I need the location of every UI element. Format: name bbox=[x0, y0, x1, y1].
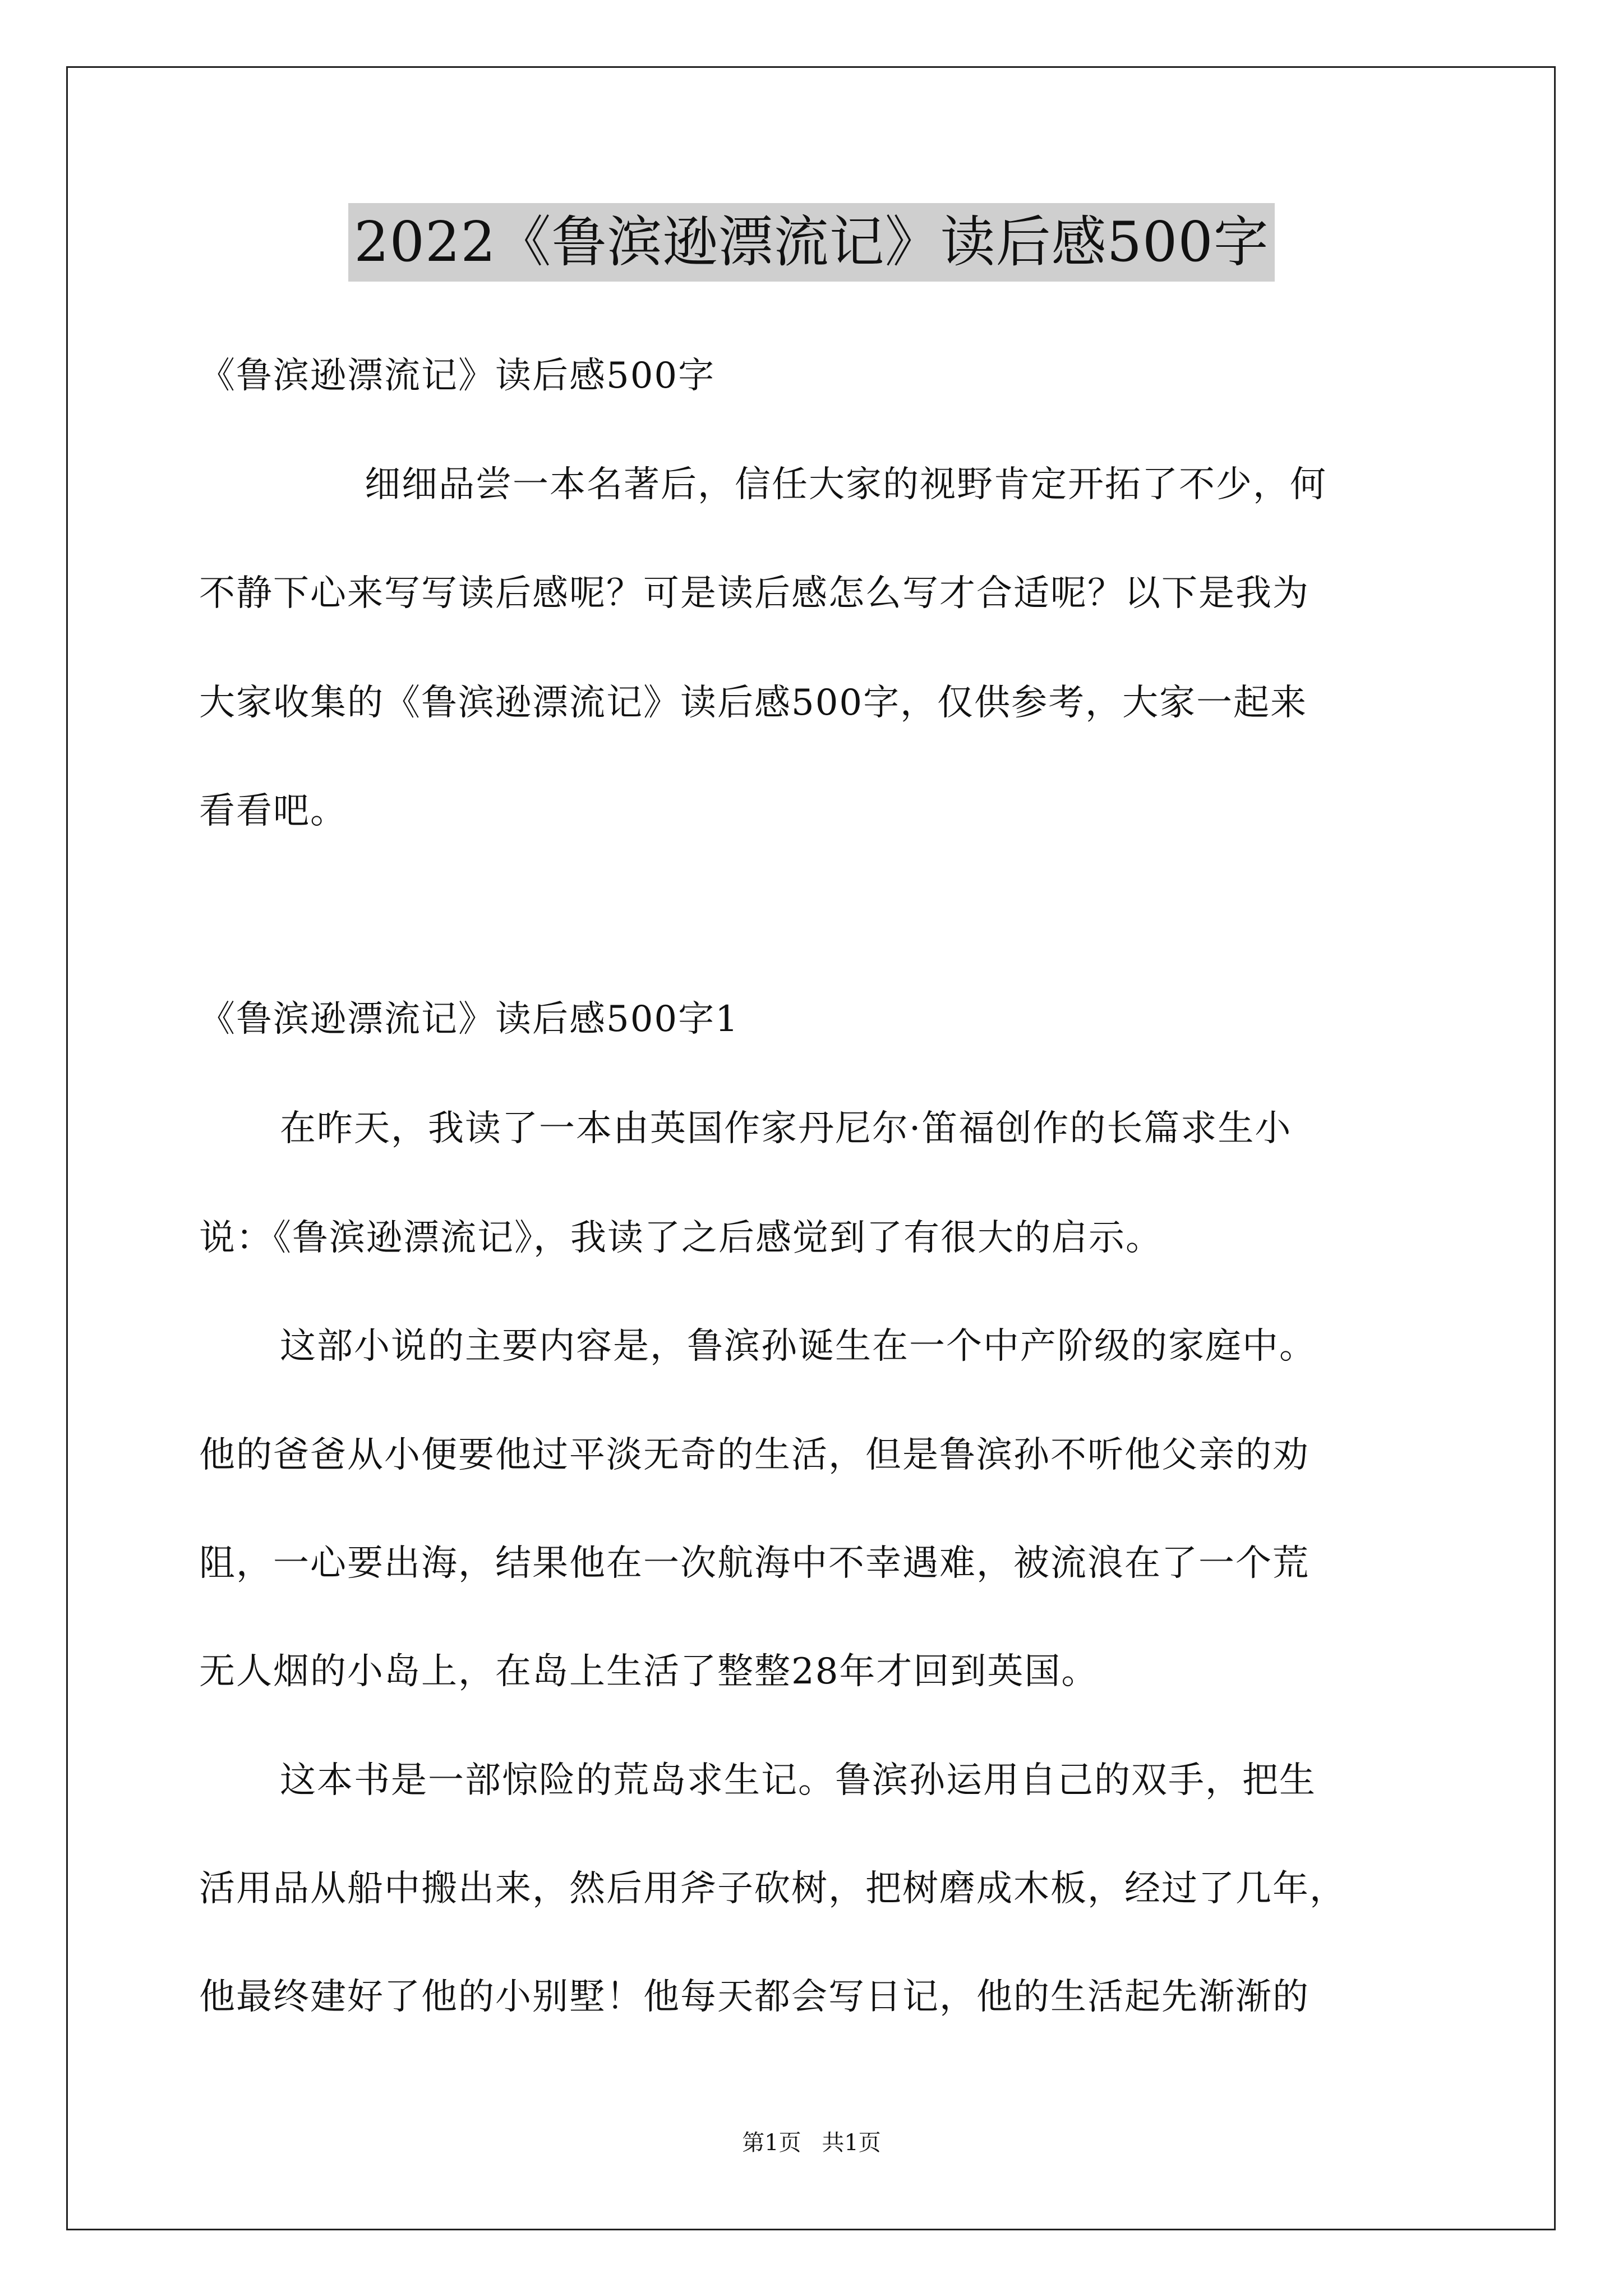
body-line: 在昨天，我读了一本由英国作家丹尼尔·笛福创作的长篇求生小 bbox=[280, 1108, 1292, 1149]
body-line: 活用品从船中搬出来，然后用斧子砍树，把树磨成木板，经过了几年， bbox=[199, 1868, 1347, 1910]
body-line: 无人烟的小岛上，在岛上生活了整整28年才回到英国。 bbox=[199, 1651, 1099, 1692]
body-line: 这本书是一部惊险的荒岛求生记。鲁滨孙运用自己的双手，把生 bbox=[280, 1760, 1316, 1801]
intro-line: 看看吧。 bbox=[199, 790, 347, 832]
page-title: 2022《鲁滨逊漂流记》读后感500字 bbox=[348, 203, 1274, 282]
intro-line: 大家收集的《鲁滨逊漂流记》读后感500字，仅供参考，大家一起来 bbox=[199, 682, 1308, 724]
intro-line: 不静下心来写写读后感呢？可是读后感怎么写才合适呢？以下是我为 bbox=[199, 573, 1310, 614]
page-total: 共1页 bbox=[822, 2130, 881, 2156]
body-line: 这部小说的主要内容是，鲁滨孙诞生在一个中产阶级的家庭中。 bbox=[280, 1326, 1316, 1367]
body-line: 说：《鲁滨逊漂流记》，我读了之后感觉到了有很大的启示。 bbox=[199, 1217, 1163, 1259]
title-container bbox=[0, 203, 1623, 282]
page-number: 第1页 bbox=[742, 2130, 801, 2156]
body-line: 他的爸爸从小便要他过平淡无奇的生活，但是鲁滨孙不听他父亲的劝 bbox=[199, 1434, 1310, 1476]
body-line: 他最终建好了他的小别墅！他每天都会写日记，他的生活起先渐渐的 bbox=[199, 1976, 1310, 2018]
section-heading: 《鲁滨逊漂流记》读后感500字1 bbox=[199, 999, 739, 1040]
page-footer bbox=[0, 2129, 1623, 2157]
body-line: 阻，一心要出海，结果他在一次航海中不幸遇难，被流浪在了一个荒 bbox=[199, 1543, 1310, 1584]
subtitle: 《鲁滨逊漂流记》读后感500字 bbox=[199, 355, 716, 397]
intro-line: 细细品尝一本名著后，信任大家的视野肯定开拓了不少，何 bbox=[365, 464, 1327, 505]
